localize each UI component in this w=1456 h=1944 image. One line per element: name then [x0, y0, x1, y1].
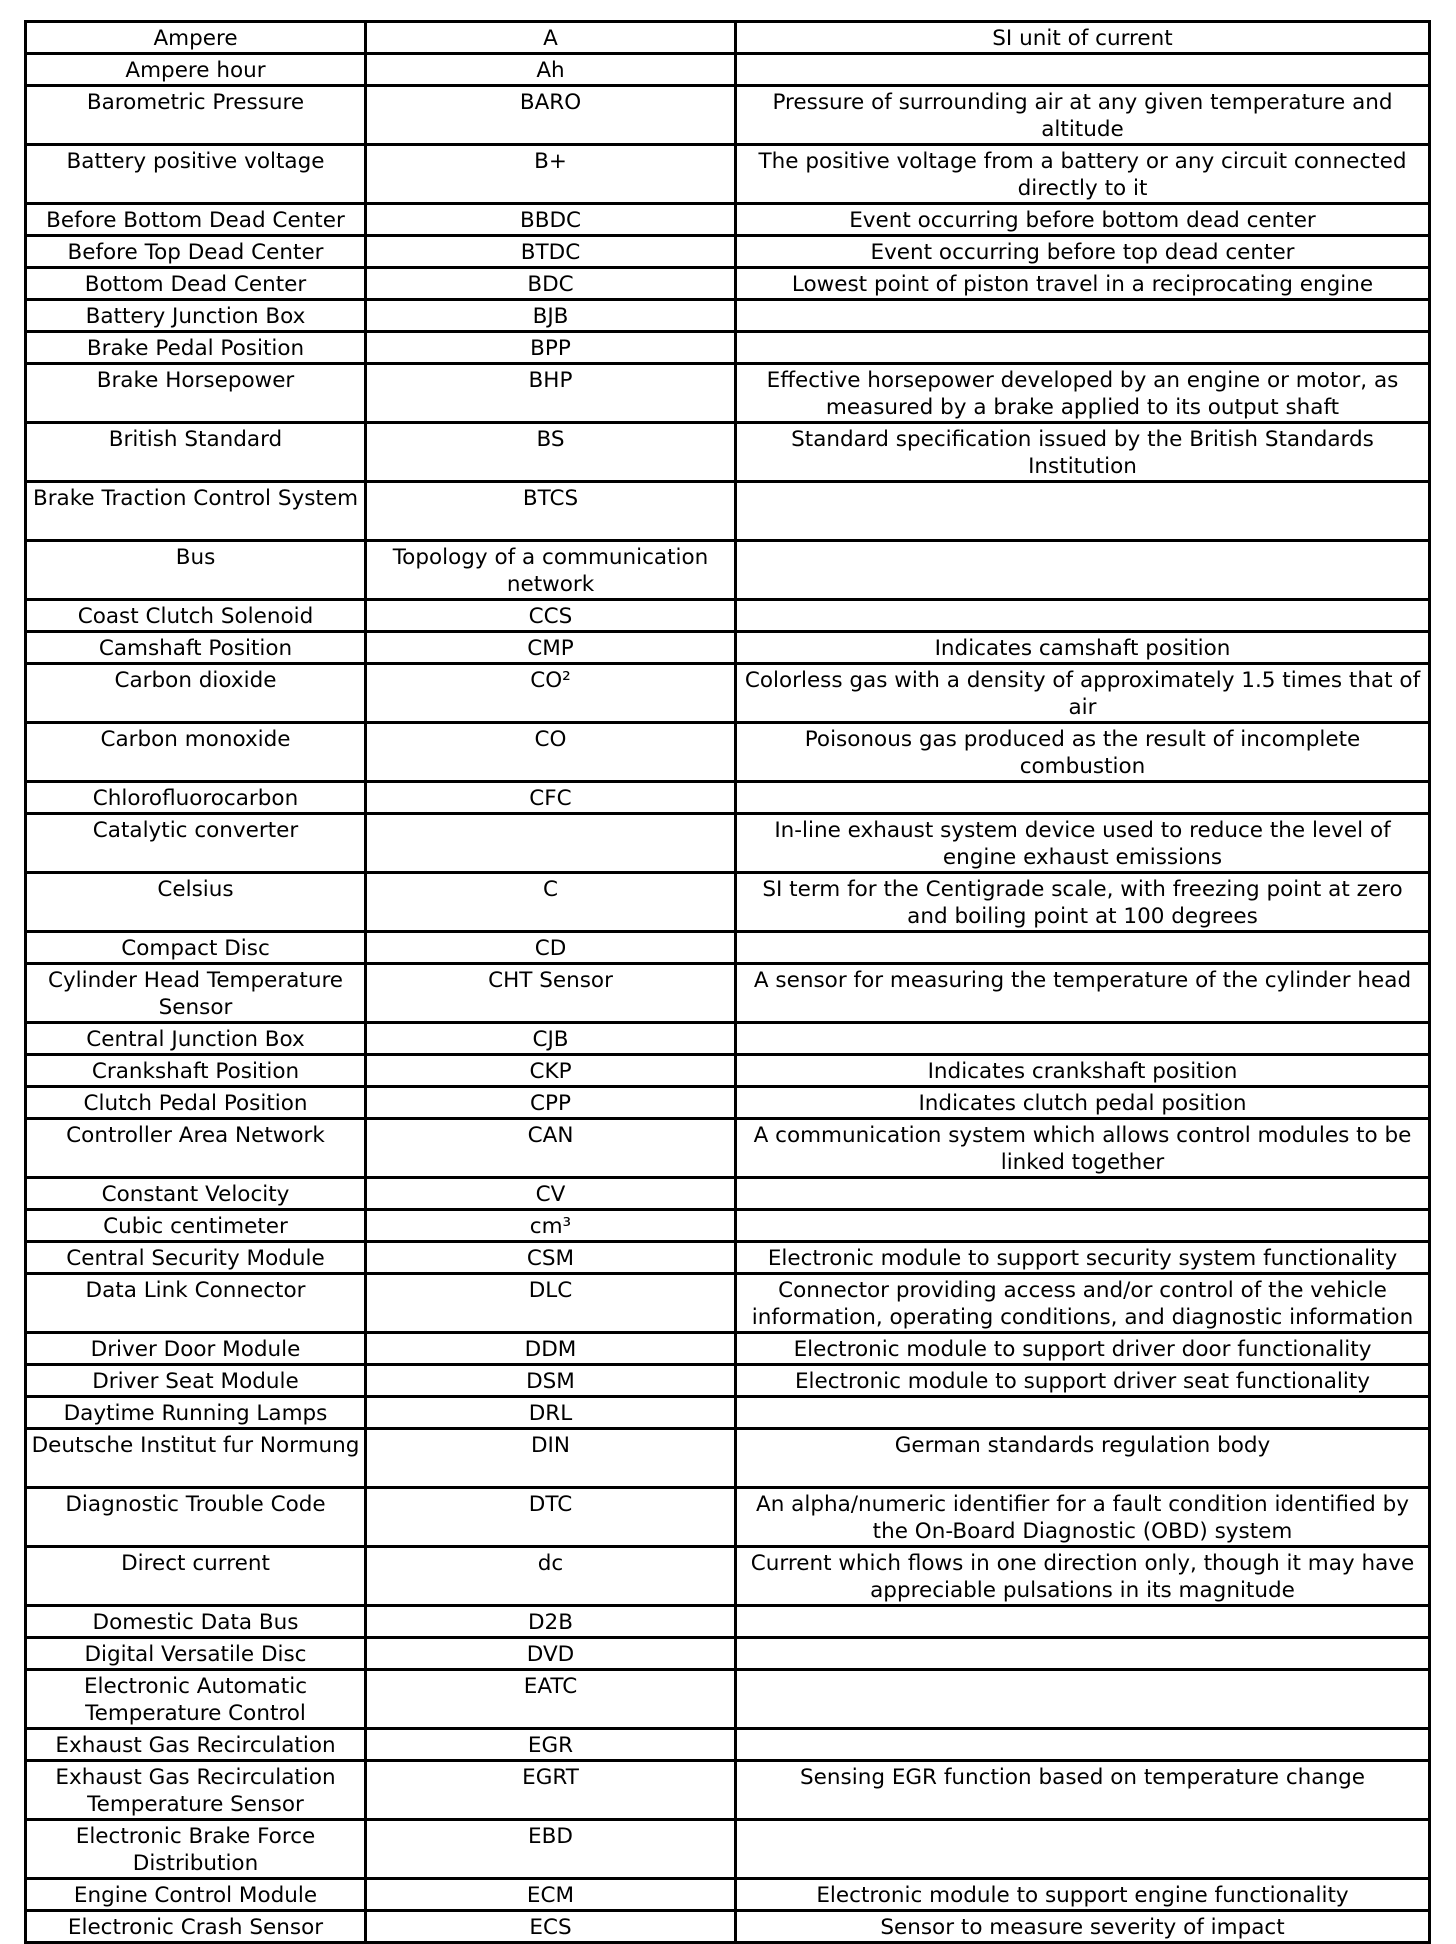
- term-cell: Data Link Connector: [26, 1274, 366, 1333]
- term-cell: Chlorofluorocarbon: [26, 782, 366, 814]
- term-cell: Brake Pedal Position: [26, 332, 366, 364]
- abbreviation-cell: cm³: [366, 1210, 736, 1242]
- term-cell: Battery positive voltage: [26, 145, 366, 204]
- abbreviation-cell: BJB: [366, 300, 736, 332]
- table-row: [26, 145, 1430, 204]
- table-row: [26, 600, 1430, 632]
- table-row: [26, 932, 1430, 964]
- table-row: [26, 1210, 1430, 1242]
- term-cell: Ampere: [26, 22, 366, 54]
- description-cell: [736, 782, 1430, 814]
- abbreviation-cell: CJB: [366, 1023, 736, 1055]
- abbreviation-cell: DLC: [366, 1274, 736, 1333]
- table-row: [26, 1879, 1430, 1911]
- abbreviation-cell: CAN: [366, 1119, 736, 1178]
- description-cell: The positive voltage from a battery or any circuit connected directly to it: [736, 145, 1430, 204]
- abbreviations-table-body: [26, 22, 1430, 1943]
- description-cell: An alpha/numeric identifier for a fault condition identified by the On-Board Diagnostic (OBD) system: [736, 1488, 1430, 1547]
- table-row: [26, 86, 1430, 145]
- abbreviation-cell: BPP: [366, 332, 736, 364]
- term-cell: Daytime Running Lamps: [26, 1397, 366, 1429]
- table-row: [26, 268, 1430, 300]
- term-cell: Compact Disc: [26, 932, 366, 964]
- table-row: [26, 1333, 1430, 1365]
- description-cell: [736, 482, 1430, 541]
- abbreviation-cell: CFC: [366, 782, 736, 814]
- description-cell: Electronic module to support driver seat functionality: [736, 1365, 1430, 1397]
- term-cell: Cylinder Head Temperature Sensor: [26, 964, 366, 1023]
- description-cell: [736, 1210, 1430, 1242]
- description-cell: [736, 300, 1430, 332]
- abbreviation-cell: CMP: [366, 632, 736, 664]
- description-cell: [736, 1606, 1430, 1638]
- description-cell: [736, 932, 1430, 964]
- abbreviation-cell: Ah: [366, 54, 736, 86]
- abbreviation-cell: EGRT: [366, 1761, 736, 1820]
- term-cell: Cubic centimeter: [26, 1210, 366, 1242]
- abbreviation-cell: Topology of a communication network: [366, 541, 736, 600]
- table-row: [26, 1274, 1430, 1333]
- description-cell: Electronic module to support engine functionality: [736, 1879, 1430, 1911]
- term-cell: Catalytic converter: [26, 814, 366, 873]
- description-cell: Event occurring before top dead center: [736, 236, 1430, 268]
- term-cell: Battery Junction Box: [26, 300, 366, 332]
- abbreviation-cell: BDC: [366, 268, 736, 300]
- description-cell: [736, 541, 1430, 600]
- table-row: [26, 1729, 1430, 1761]
- term-cell: British Standard: [26, 423, 366, 482]
- term-cell: Brake Horsepower: [26, 364, 366, 423]
- term-cell: Engine Control Module: [26, 1879, 366, 1911]
- table-row: [26, 723, 1430, 782]
- description-cell: Colorless gas with a density of approximately 1.5 times that of air: [736, 664, 1430, 723]
- description-cell: Connector providing access and/or control of the vehicle information, operating conditions, and diagnostic information: [736, 1274, 1430, 1333]
- description-cell: Sensor to measure severity of impact: [736, 1911, 1430, 1943]
- description-cell: Poisonous gas produced as the result of incomplete combustion: [736, 723, 1430, 782]
- description-cell: German standards regulation body: [736, 1429, 1430, 1488]
- abbreviation-cell: B+: [366, 145, 736, 204]
- term-cell: Domestic Data Bus: [26, 1606, 366, 1638]
- term-cell: Clutch Pedal Position: [26, 1087, 366, 1119]
- table-row: [26, 964, 1430, 1023]
- table-row: [26, 1761, 1430, 1820]
- table-row: [26, 1397, 1430, 1429]
- table-row: [26, 814, 1430, 873]
- term-cell: Bottom Dead Center: [26, 268, 366, 300]
- abbreviation-cell: D2B: [366, 1606, 736, 1638]
- abbreviation-cell: BTDC: [366, 236, 736, 268]
- table-row: [26, 300, 1430, 332]
- description-cell: [736, 1729, 1430, 1761]
- table-row: [26, 632, 1430, 664]
- term-cell: Before Bottom Dead Center: [26, 204, 366, 236]
- abbreviation-cell: CPP: [366, 1087, 736, 1119]
- abbreviation-cell: DTC: [366, 1488, 736, 1547]
- term-cell: Central Junction Box: [26, 1023, 366, 1055]
- description-cell: SI unit of current: [736, 22, 1430, 54]
- description-cell: Indicates clutch pedal position: [736, 1087, 1430, 1119]
- table-row: [26, 364, 1430, 423]
- term-cell: Electronic Brake Force Distribution: [26, 1820, 366, 1879]
- description-cell: [736, 1638, 1430, 1670]
- table-row: [26, 204, 1430, 236]
- term-cell: Brake Traction Control System: [26, 482, 366, 541]
- abbreviation-cell: CV: [366, 1178, 736, 1210]
- term-cell: Coast Clutch Solenoid: [26, 600, 366, 632]
- term-cell: Driver Door Module: [26, 1333, 366, 1365]
- abbreviation-cell: CO: [366, 723, 736, 782]
- abbreviation-cell: DSM: [366, 1365, 736, 1397]
- abbreviation-cell: ECS: [366, 1911, 736, 1943]
- term-cell: Constant Velocity: [26, 1178, 366, 1210]
- term-cell: Before Top Dead Center: [26, 236, 366, 268]
- term-cell: Crankshaft Position: [26, 1055, 366, 1087]
- table-row: [26, 332, 1430, 364]
- term-cell: Deutsche Institut fur Normung: [26, 1429, 366, 1488]
- abbreviation-cell: BARO: [366, 86, 736, 145]
- description-cell: A sensor for measuring the temperature of the cylinder head: [736, 964, 1430, 1023]
- table-row: [26, 482, 1430, 541]
- description-cell: Indicates camshaft position: [736, 632, 1430, 664]
- description-cell: [736, 332, 1430, 364]
- description-cell: [736, 1397, 1430, 1429]
- abbreviation-cell: DDM: [366, 1333, 736, 1365]
- abbreviation-cell: CCS: [366, 600, 736, 632]
- description-cell: [736, 1820, 1430, 1879]
- description-cell: Current which flows in one direction only, though it may have appreciable pulsations in its magnitude: [736, 1547, 1430, 1606]
- description-cell: Standard specification issued by the British Standards Institution: [736, 423, 1430, 482]
- description-cell: [736, 1670, 1430, 1729]
- table-row: [26, 873, 1430, 932]
- table-row: [26, 236, 1430, 268]
- table-row: [26, 541, 1430, 600]
- term-cell: Carbon dioxide: [26, 664, 366, 723]
- table-row: [26, 1429, 1430, 1488]
- table-row: [26, 54, 1430, 86]
- table-row: [26, 1911, 1430, 1943]
- abbreviation-cell: DIN: [366, 1429, 736, 1488]
- term-cell: Bus: [26, 541, 366, 600]
- abbreviation-cell: [366, 814, 736, 873]
- table-row: [26, 423, 1430, 482]
- term-cell: Exhaust Gas Recirculation Temperature Sensor: [26, 1761, 366, 1820]
- abbreviation-cell: CHT Sensor: [366, 964, 736, 1023]
- term-cell: Diagnostic Trouble Code: [26, 1488, 366, 1547]
- table-row: [26, 22, 1430, 54]
- table-row: [26, 1638, 1430, 1670]
- term-cell: Carbon monoxide: [26, 723, 366, 782]
- term-cell: Electronic Crash Sensor: [26, 1911, 366, 1943]
- term-cell: Ampere hour: [26, 54, 366, 86]
- abbreviation-cell: CD: [366, 932, 736, 964]
- term-cell: Digital Versatile Disc: [26, 1638, 366, 1670]
- abbreviations-table: [24, 20, 1431, 1944]
- term-cell: Camshaft Position: [26, 632, 366, 664]
- table-row: [26, 664, 1430, 723]
- description-cell: [736, 54, 1430, 86]
- description-cell: Sensing EGR function based on temperature change: [736, 1761, 1430, 1820]
- abbreviation-cell: A: [366, 22, 736, 54]
- description-cell: Effective horsepower developed by an engine or motor, as measured by a brake applied to its output shaft: [736, 364, 1430, 423]
- description-cell: Electronic module to support security system functionality: [736, 1242, 1430, 1274]
- table-row: [26, 1023, 1430, 1055]
- term-cell: Controller Area Network: [26, 1119, 366, 1178]
- table-row: [26, 1087, 1430, 1119]
- abbreviation-cell: BHP: [366, 364, 736, 423]
- description-cell: A communication system which allows control modules to be linked together: [736, 1119, 1430, 1178]
- term-cell: Barometric Pressure: [26, 86, 366, 145]
- term-cell: Celsius: [26, 873, 366, 932]
- abbreviation-cell: DRL: [366, 1397, 736, 1429]
- term-cell: Central Security Module: [26, 1242, 366, 1274]
- abbreviation-cell: CO²: [366, 664, 736, 723]
- description-cell: Electronic module to support driver door functionality: [736, 1333, 1430, 1365]
- description-cell: [736, 1178, 1430, 1210]
- abbreviation-cell: BTCS: [366, 482, 736, 541]
- abbreviation-cell: EGR: [366, 1729, 736, 1761]
- term-cell: Electronic Automatic Temperature Control: [26, 1670, 366, 1729]
- abbreviation-cell: BBDC: [366, 204, 736, 236]
- table-row: [26, 1820, 1430, 1879]
- abbreviation-cell: ECM: [366, 1879, 736, 1911]
- table-row: [26, 1547, 1430, 1606]
- table-row: [26, 1365, 1430, 1397]
- abbreviation-cell: C: [366, 873, 736, 932]
- abbreviation-cell: dc: [366, 1547, 736, 1606]
- term-cell: Direct current: [26, 1547, 366, 1606]
- abbreviation-cell: EBD: [366, 1820, 736, 1879]
- abbreviation-cell: DVD: [366, 1638, 736, 1670]
- description-cell: [736, 600, 1430, 632]
- term-cell: Driver Seat Module: [26, 1365, 366, 1397]
- abbreviation-cell: CSM: [366, 1242, 736, 1274]
- description-cell: In-line exhaust system device used to reduce the level of engine exhaust emissions: [736, 814, 1430, 873]
- table-row: [26, 1606, 1430, 1638]
- description-cell: Lowest point of piston travel in a reciprocating engine: [736, 268, 1430, 300]
- description-cell: Pressure of surrounding air at any given temperature and altitude: [736, 86, 1430, 145]
- description-cell: [736, 1023, 1430, 1055]
- description-cell: Event occurring before bottom dead center: [736, 204, 1430, 236]
- description-cell: SI term for the Centigrade scale, with freezing point at zero and boiling point at 100 degrees: [736, 873, 1430, 932]
- abbreviation-cell: EATC: [366, 1670, 736, 1729]
- table-row: [26, 1670, 1430, 1729]
- table-row: [26, 1242, 1430, 1274]
- description-cell: Indicates crankshaft position: [736, 1055, 1430, 1087]
- term-cell: Exhaust Gas Recirculation: [26, 1729, 366, 1761]
- abbreviation-cell: BS: [366, 423, 736, 482]
- table-row: [26, 1488, 1430, 1547]
- table-row: [26, 1055, 1430, 1087]
- table-row: [26, 782, 1430, 814]
- table-row: [26, 1178, 1430, 1210]
- abbreviation-cell: CKP: [366, 1055, 736, 1087]
- table-row: [26, 1119, 1430, 1178]
